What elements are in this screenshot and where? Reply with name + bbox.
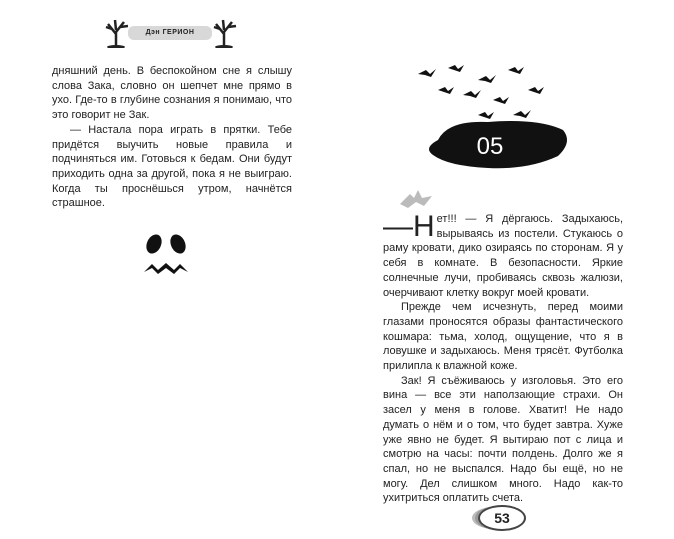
running-header (98, 18, 240, 48)
author-name: Дэн ГЕРИОН (128, 26, 212, 40)
page-number: 53 (478, 505, 526, 531)
right-page-text (383, 212, 623, 506)
left-page-text (52, 64, 292, 211)
bat-icon (400, 190, 432, 208)
crows-icon (418, 65, 544, 119)
chapter-number: 05 (476, 133, 504, 160)
paragraph: — Настала пора играть в прятки. Тебе придётся выучить новые правила и подчиняться им. Готовься к бедам. Они будут приходить одна за другой, пока я не выиграю. Когда ты проснёшься утром, начнётся страшное. (52, 123, 292, 210)
paragraph: Прежде чем исчезнуть, перед моими глазами проносятся образы фантастического кошмара: тьма, холод, ощущение, что я в ловушке и задыхаюсь. Меня трясёт. Футболка прилипла к влажной коже. (383, 301, 623, 373)
ghost-face-icon (140, 232, 192, 278)
drop-cap: —Н (383, 210, 435, 243)
paragraph: ет!!! — Я дёргаюсь. Задыхаюсь, вырываясь из постели. Стукаюсь о раму кровати, дико озираясь по сторонам. Я у себя в комнате. В безопасности. Яркие солнечные лучи, пробиваясь сквозь жалюзи, очерчивают клетку вокруг моей кровати. (383, 213, 623, 299)
tree-icon (210, 18, 238, 48)
tree-icon (102, 18, 130, 48)
paragraph: Зак! Я съёживаюсь у изголовья. Это его вина — все эти наползающие страхи. Он засел у меня в голове. Хватит! Не надо думать о нём и о том, что будет завтра. Хуже уже явно не будет. Я вытираю пот с лица и смотрю на часы: почти полдень. Долго же я спал, но не выспался. Надо бы ещё, но не могу. Дел слишком много. Надо как-то ухитриться оплатить счета. (383, 374, 623, 505)
chapter-emblem (408, 60, 578, 190)
paragraph: дняшний день. В беспокойном сне я слышу слова Зака, словно он шепчет мне прямо в ухо. Где-то в глубине сознания я понимаю, что это говорит не Зак. (52, 65, 292, 122)
